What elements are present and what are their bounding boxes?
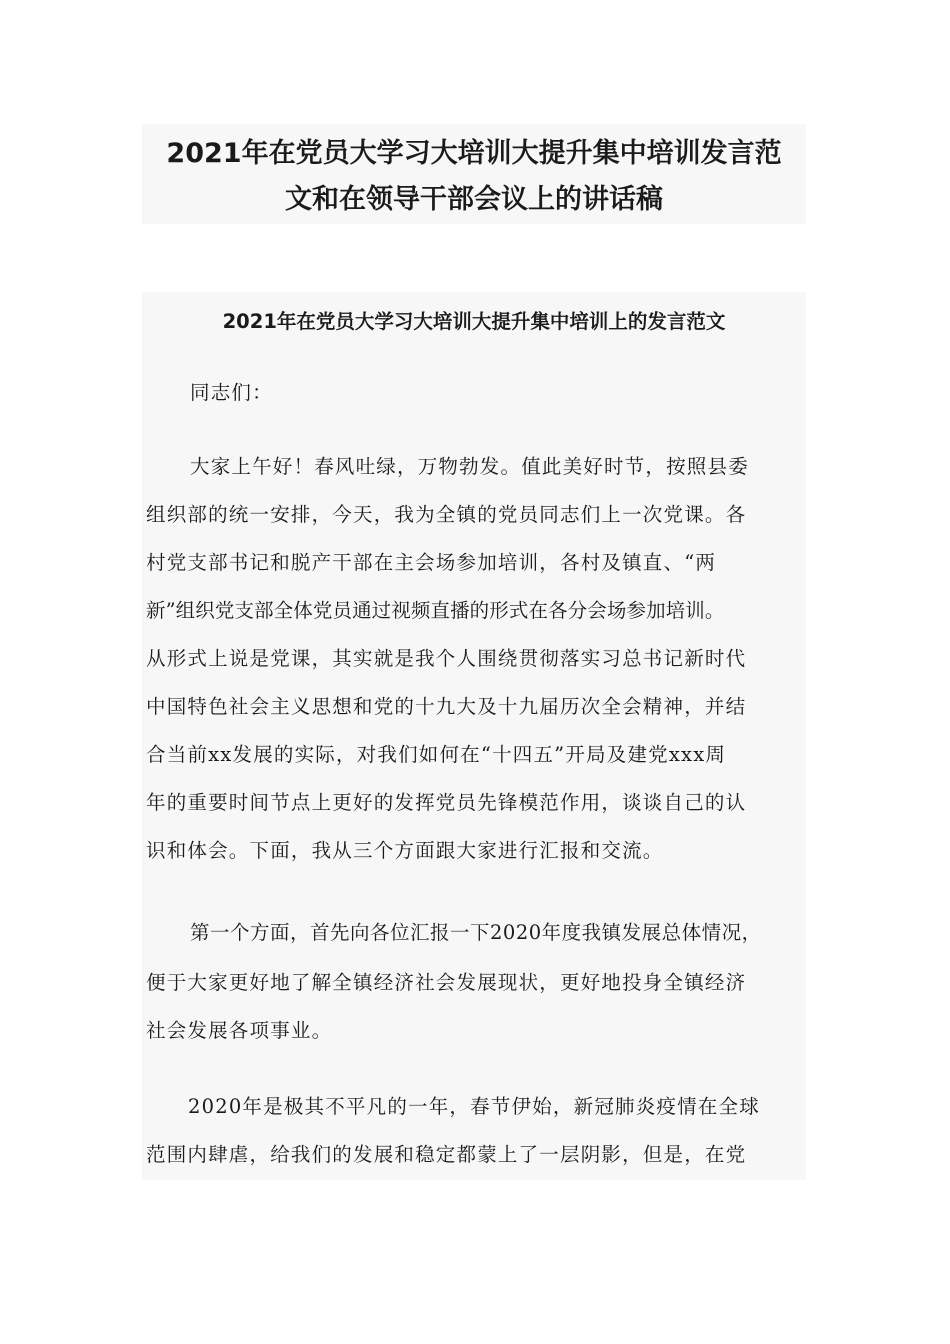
paragraph-line: 合当前xx发展的实际，对我们如何在“十四五”开局及建党xxx周 bbox=[146, 743, 727, 766]
paragraph-line: 大家上午好！春风吐绿，万物勃发。值此美好时节，按照县委 bbox=[190, 455, 749, 478]
document-title bbox=[142, 124, 806, 224]
document-body bbox=[142, 292, 806, 1180]
paragraph-line: 组织部的统一安排，今天，我为全镇的党员同志们上一次党课。各 bbox=[146, 503, 747, 526]
paragraph-line: 范围内肆虐，给我们的发展和稳定都蒙上了一层阴影，但是，在党 bbox=[146, 1143, 747, 1166]
title-line-1: 2021年在党员大学习大培训大提升集中培训发言范 bbox=[166, 138, 782, 169]
paragraph-line: 识和体会。下面，我从三个方面跟大家进行汇报和交流。 bbox=[146, 839, 664, 862]
section-heading: 2021年在党员大学习大培训大提升集中培训上的发言范文 bbox=[222, 310, 726, 333]
paragraph-line: 便于大家更好地了解全镇经济社会发展现状，更好地投身全镇经济 bbox=[146, 971, 747, 994]
paragraph-line: 从形式上说是党课，其实就是我个人围绕贯彻落实习总书记新时代 bbox=[146, 647, 747, 670]
salutation: 同志们： bbox=[190, 381, 273, 404]
paragraph-line: 村党支部书记和脱产干部在主会场参加培训，各村及镇直、“两 bbox=[146, 551, 717, 574]
paragraph-line: 2020年是极其不平凡的一年，春节伊始，新冠肺炎疫情在全球 bbox=[188, 1095, 760, 1118]
paragraph-line: 中国特色社会主义思想和党的十九大及十九届历次全会精神，并结 bbox=[146, 695, 747, 718]
paragraph-line: 年的重要时间节点上更好的发挥党员先锋模范作用，谈谈自己的认 bbox=[146, 791, 747, 814]
paragraph-line: 社会发展各项事业。 bbox=[146, 1019, 333, 1042]
paragraph-line: 新”组织党支部全体党员通过视频直播的形式在各分会场参加培训。 bbox=[146, 599, 725, 622]
paragraph-line: 第一个方面，首先向各位汇报一下2020年度我镇发展总体情况， bbox=[190, 921, 762, 944]
title-line-2: 文和在领导干部会议上的讲话稿 bbox=[285, 184, 663, 215]
